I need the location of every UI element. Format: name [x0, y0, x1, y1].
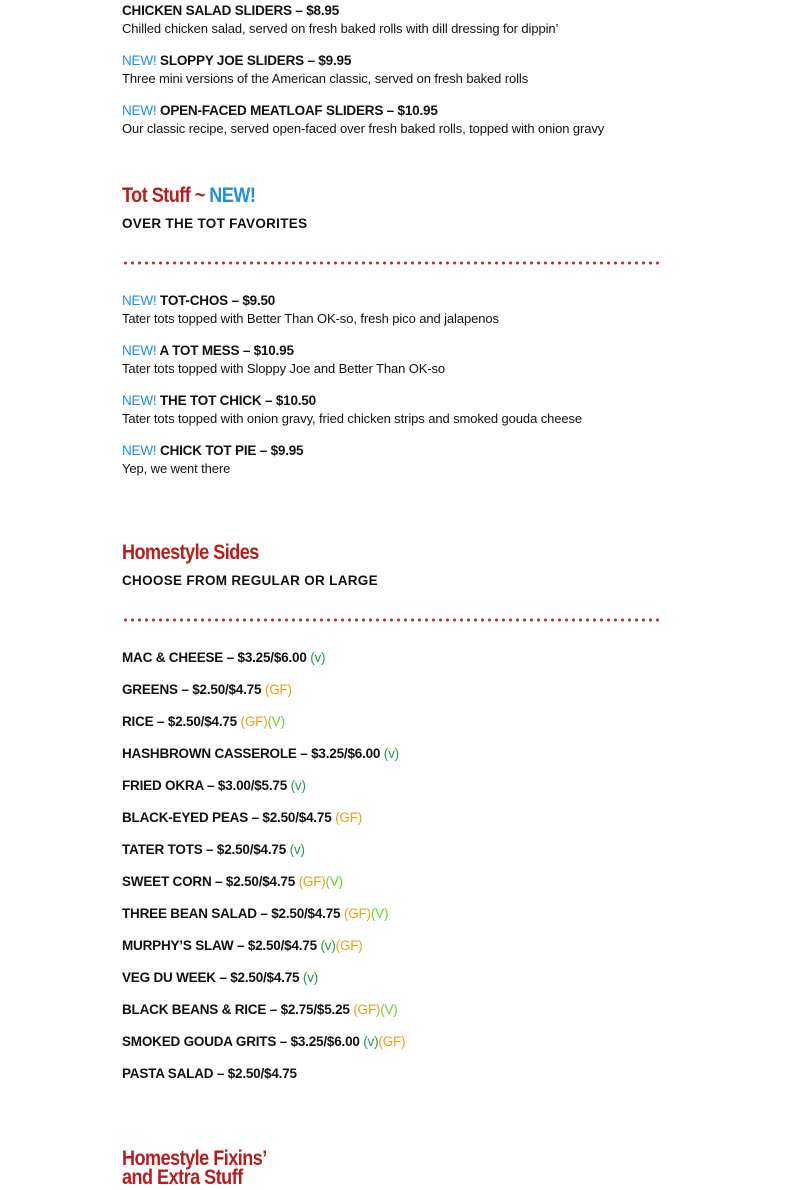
side-item [122, 713, 285, 731]
side-name-price: BLACK-EYED PEAS – $2.50/$4.75 [122, 810, 332, 825]
item-title [122, 292, 682, 310]
item-description: Tater tots topped with Better Than OK-so, fresh pico and jalapenos [122, 311, 499, 326]
vegetarian-tag: (v) [320, 938, 336, 953]
side-name-price: RICE – $2.50/$4.75 [122, 714, 237, 729]
new-tag: NEW! [209, 184, 256, 207]
item-description: Tater tots topped with onion gravy, fried chicken strips and smoked gouda cheese [122, 411, 583, 426]
dotted-divider [122, 261, 662, 265]
side-name-price: TATER TOTS – $2.50/$4.75 [122, 842, 287, 857]
item-title [122, 342, 682, 360]
new-tag: NEW! [122, 53, 157, 68]
item-name-price: TOT-CHOS – $9.50 [160, 293, 276, 308]
side-name-price: HASHBROWN CASSEROLE – $3.25/$6.00 [122, 746, 381, 761]
new-tag: NEW! [122, 393, 157, 408]
section-heading [122, 184, 255, 208]
vegetarian-tag: (v) [302, 970, 319, 985]
item-title [122, 102, 682, 120]
side-name-price: MURPHY’S SLAW – $2.50/$4.75 [122, 938, 317, 953]
side-item [122, 873, 343, 891]
item-title [122, 52, 682, 70]
dotted-divider [122, 618, 662, 622]
new-tag: NEW! [122, 343, 157, 358]
new-tag: NEW! [122, 443, 157, 458]
side-name-price: PASTA SALAD – $2.50/$4.75 [122, 1066, 297, 1081]
gluten-free-tag: (GF) [353, 1002, 381, 1017]
item-description: Yep, we went there [122, 461, 231, 476]
item-name-price: A TOT MESS – $10.95 [159, 343, 294, 358]
side-item [122, 809, 362, 827]
vegetarian-tag: (V) [370, 906, 389, 921]
vegetarian-tag: (v) [363, 1034, 379, 1049]
side-item [122, 777, 306, 795]
side-item [122, 905, 388, 923]
vegetarian-tag: (V) [267, 714, 285, 729]
item-description: Our classic recipe, served open-faced over fresh baked rolls, topped with onion gravy [122, 121, 605, 136]
side-item [122, 937, 363, 955]
gluten-free-tag: (GF) [335, 938, 363, 953]
side-name-price: MAC & CHEESE – $3.25/$6.00 [122, 650, 307, 665]
side-name-price: BLACK BEANS & RICE – $2.75/$5.25 [122, 1002, 350, 1017]
gluten-free-tag: (GF) [378, 1034, 406, 1049]
vegetarian-tag: (v) [290, 778, 306, 793]
item-title [122, 392, 682, 410]
menu-item [122, 102, 682, 138]
side-name-price: THREE BEAN SALAD – $2.50/$4.75 [122, 906, 341, 921]
section-heading: Homestyle Fixins’ [122, 1147, 267, 1170]
menu-item [122, 292, 682, 328]
vegetarian-tag: (v) [289, 842, 305, 857]
vegetarian-tag: (v) [383, 746, 399, 761]
menu-item [122, 392, 682, 428]
side-item [122, 681, 292, 699]
item-name-price: SLOPPY JOE SLIDERS – $9.95 [160, 53, 352, 68]
menu-item [122, 342, 682, 378]
side-item [122, 1033, 405, 1051]
section-heading-continued: and Extra Stuff [122, 1166, 243, 1189]
menu-item [122, 2, 682, 38]
section-subheading: CHOOSE FROM REGULAR OR LARGE [122, 573, 378, 588]
side-item [122, 841, 305, 859]
side-item [122, 649, 325, 667]
item-description: Three mini versions of the American classic, served on fresh baked rolls [122, 71, 529, 86]
item-name-price: CHICKEN SALAD SLIDERS – $8.95 [122, 3, 340, 18]
gluten-free-tag: (GF) [240, 714, 268, 729]
side-item [122, 745, 399, 763]
gluten-free-tag: (GF) [264, 682, 292, 697]
section-heading-text: Tot Stuff ~ [122, 184, 210, 207]
item-title [122, 442, 682, 460]
new-tag: NEW! [122, 103, 157, 118]
gluten-free-tag: (GF) [343, 906, 371, 921]
side-name-price: FRIED OKRA – $3.00/$5.75 [122, 778, 288, 793]
item-name-price: CHICK TOT PIE – $9.95 [160, 443, 304, 458]
vegetarian-tag: (V) [380, 1002, 398, 1017]
side-name-price: GREENS – $2.50/$4.75 [122, 682, 262, 697]
new-tag: NEW! [122, 293, 157, 308]
item-description: Tater tots topped with Sloppy Joe and Better Than OK-so [122, 361, 446, 376]
item-name-price: THE TOT CHICK – $10.50 [160, 393, 316, 408]
vegetarian-tag: (v) [310, 650, 326, 665]
side-name-price: VEG DU WEEK – $2.50/$4.75 [122, 970, 300, 985]
gluten-free-tag: (GF) [298, 874, 326, 889]
item-name-price: OPEN-FACED MEATLOAF SLIDERS – $10.95 [160, 103, 438, 118]
section-heading: Homestyle Sides [122, 541, 259, 564]
section-subheading: OVER THE TOT FAVORITES [122, 216, 308, 231]
menu-item [122, 52, 682, 88]
item-description: Chilled chicken salad, served on fresh baked rolls with dill dressing for dippin’ [122, 21, 559, 36]
side-name-price: SMOKED GOUDA GRITS – $3.25/$6.00 [122, 1034, 360, 1049]
menu-item [122, 442, 682, 478]
side-item [122, 969, 318, 987]
vegetarian-tag: (V) [325, 874, 343, 889]
side-item [122, 1001, 398, 1019]
side-name-price: SWEET CORN – $2.50/$4.75 [122, 874, 296, 889]
gluten-free-tag: (GF) [335, 810, 363, 825]
item-title [122, 2, 682, 20]
side-item [122, 1065, 297, 1083]
